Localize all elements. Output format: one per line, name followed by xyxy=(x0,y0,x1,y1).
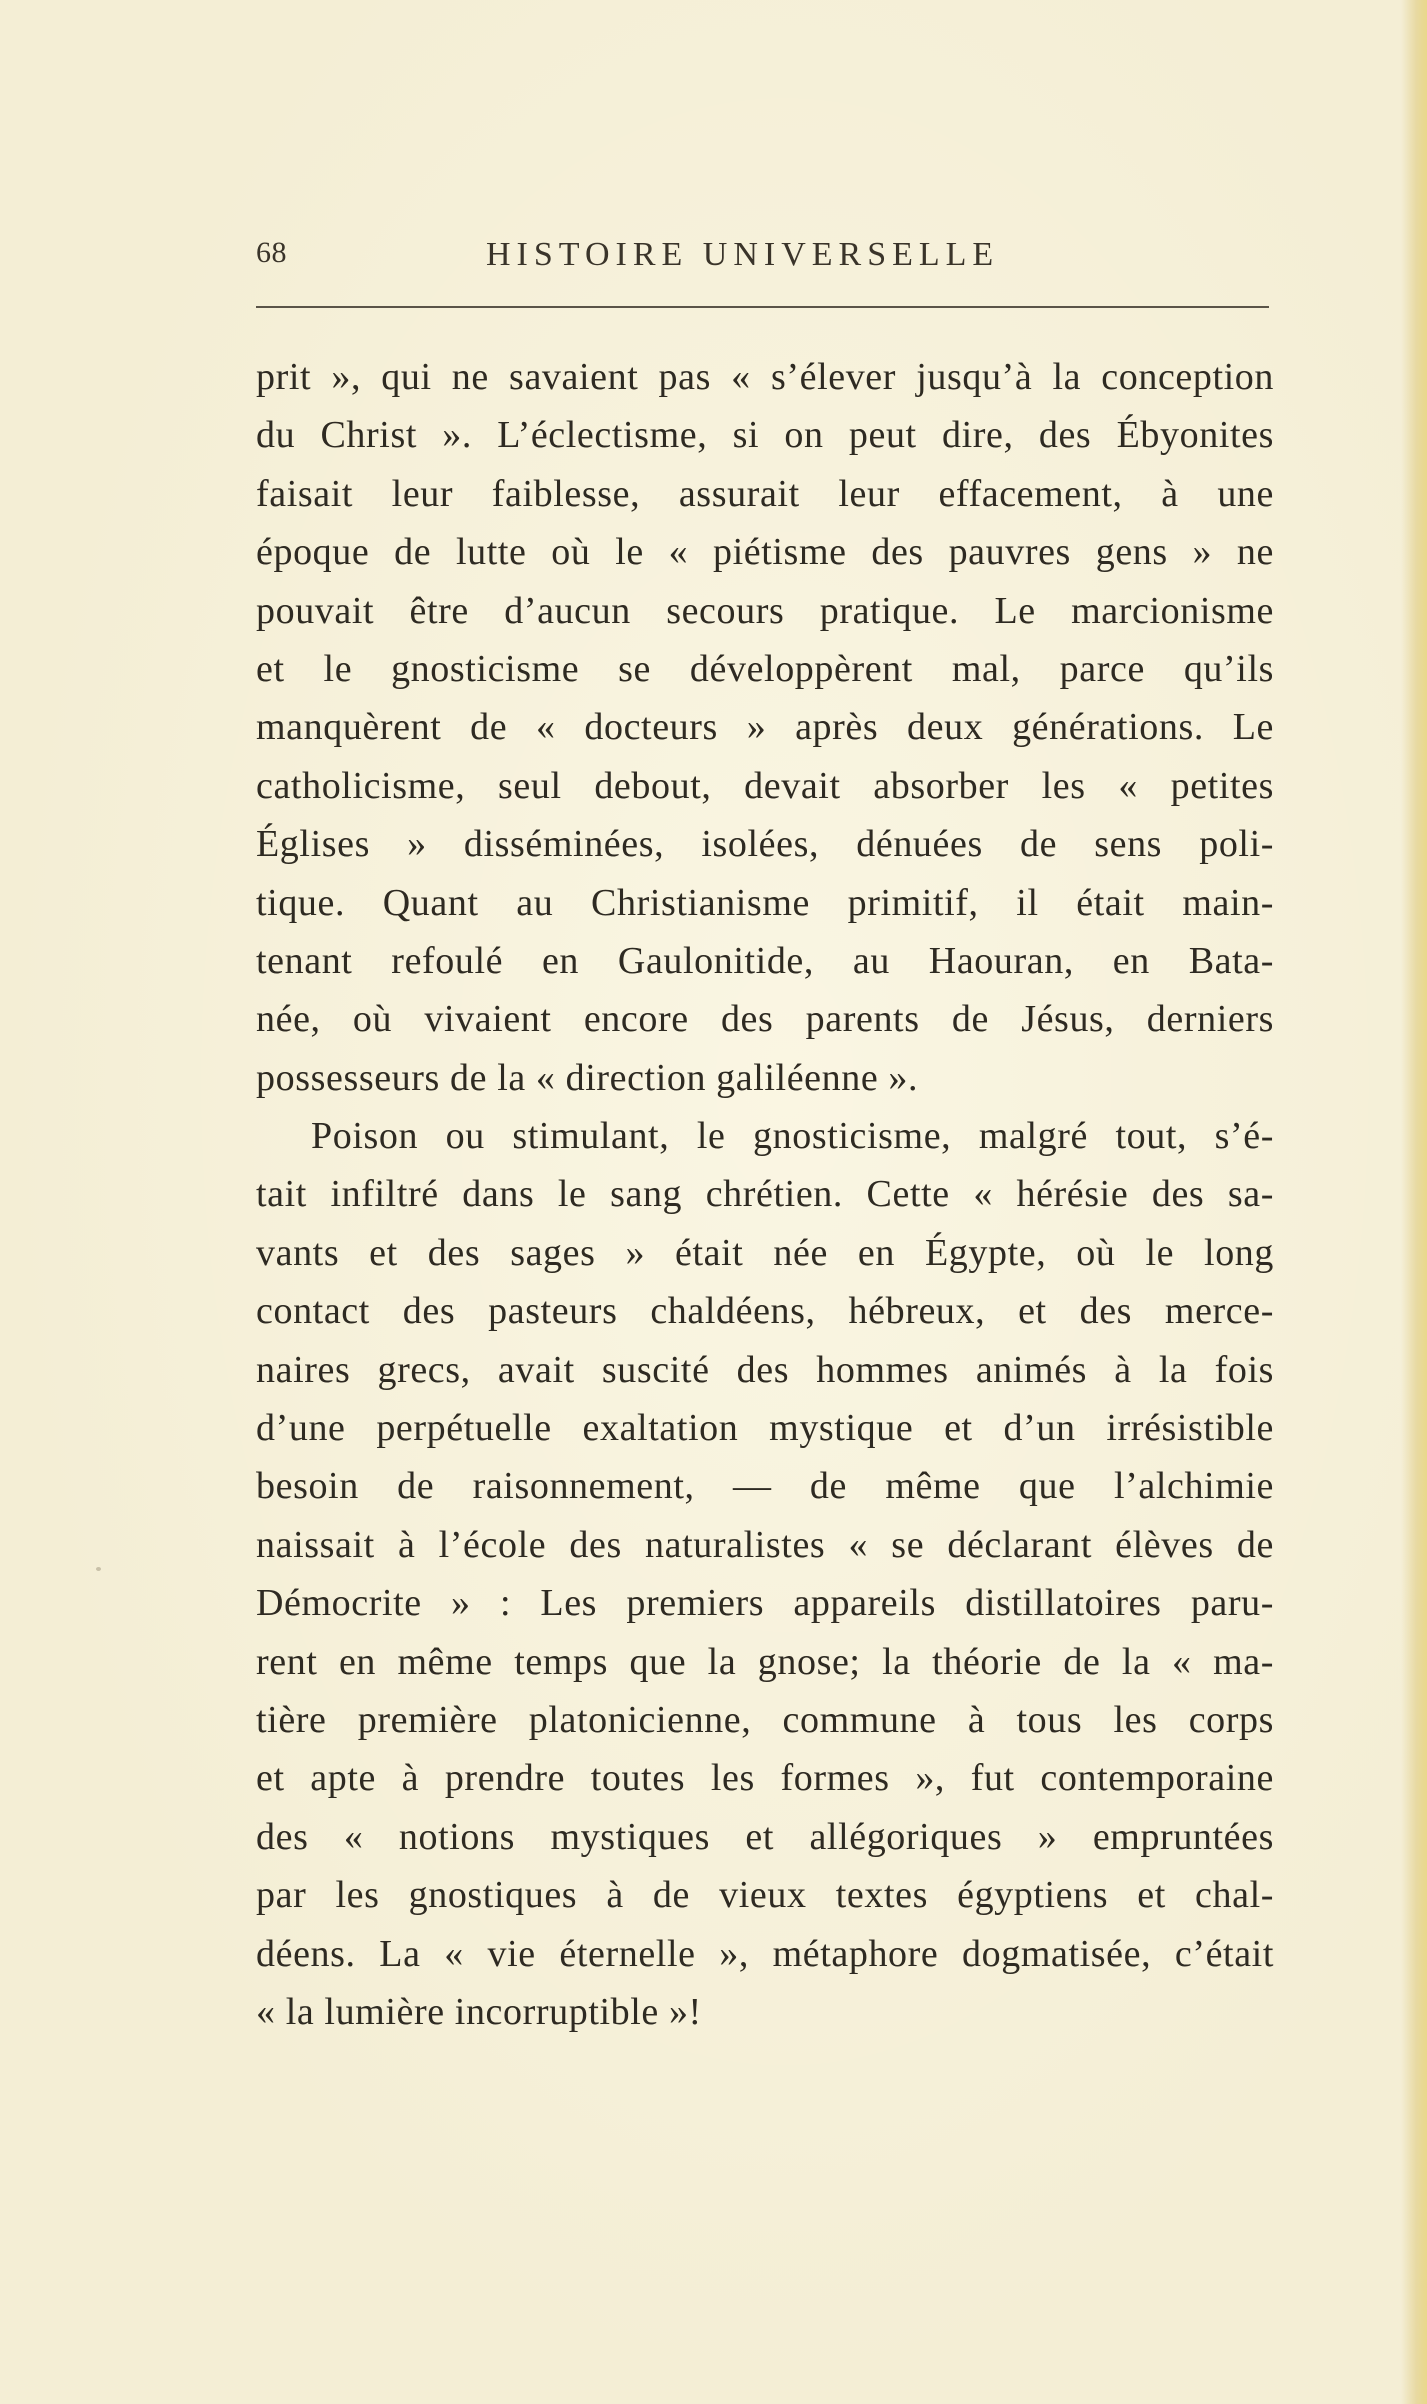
text-line: faisait leur faiblesse, assurait leur effacement, à une xyxy=(256,472,1274,515)
text-line: des « notions mystiques et allégoriques » empruntées xyxy=(256,1815,1274,1858)
text-line: tait infiltré dans le sang chrétien. Cette « hérésie des sa- xyxy=(256,1173,1274,1216)
header-rule xyxy=(256,306,1269,308)
body-text xyxy=(256,348,1274,2041)
text-line: du Christ ». L’éclectisme, si on peut dire, des Ébyonites xyxy=(256,414,1274,457)
page-number: 68 xyxy=(256,236,287,269)
text-line: déens. La « vie éternelle », métaphore dogmatisée, c’était xyxy=(256,1932,1274,1975)
text-line: rent en même temps que la gnose; la théorie de la « ma- xyxy=(256,1640,1274,1683)
text-line: époque de lutte où le « piétisme des pauvres gens » ne xyxy=(256,531,1274,574)
paper-speck xyxy=(96,1567,101,1571)
text-line: Églises » disséminées, isolées, dénuées de sens poli- xyxy=(256,823,1274,866)
text-line: besoin de raisonnement, — de même que l’alchimie xyxy=(256,1465,1274,1508)
text-line: possesseurs de la « direction galiléenne ». xyxy=(256,1056,919,1099)
text-line: née, où vivaient encore des parents de Jésus, derniers xyxy=(256,998,1274,1041)
text-line: naires grecs, avait suscité des hommes animés à la fois xyxy=(256,1348,1274,1391)
text-line: manquèrent de « docteurs » après deux générations. Le xyxy=(256,706,1274,749)
text-line: tique. Quant au Christianisme primitif, il était main- xyxy=(256,881,1274,924)
text-line: vants et des sages » était née en Égypte, où le long xyxy=(256,1231,1274,1274)
text-line: prit », qui ne savaient pas « s’élever jusqu’à la conception xyxy=(256,356,1274,398)
text-line: catholicisme, seul debout, devait absorber les « petites xyxy=(256,764,1274,807)
text-line: tière première platonicienne, commune à tous les corps xyxy=(256,1698,1274,1741)
text-line: et apte à prendre toutes les formes », fut contemporaine xyxy=(256,1757,1274,1800)
text-line: Démocrite » : Les premiers appareils distillatoires paru- xyxy=(256,1582,1274,1625)
text-line: d’une perpétuelle exaltation mystique et d’un irrésistible xyxy=(256,1407,1274,1450)
text-line: et le gnosticisme se développèrent mal, parce qu’ils xyxy=(256,647,1274,690)
text-line: Poison ou stimulant, le gnosticisme, malgré tout, s’é- xyxy=(311,1115,1274,1158)
text-line: par les gnostiques à de vieux textes égyptiens et chal- xyxy=(256,1874,1274,1917)
page-edge-shadow xyxy=(1401,0,1427,2404)
text-line: tenant refoulé en Gaulonitide, au Haouran, en Bata- xyxy=(256,939,1274,982)
text-line: contact des pasteurs chaldéens, hébreux, et des merce- xyxy=(256,1290,1274,1333)
text-line: naissait à l’école des naturalistes « se déclarant élèves de xyxy=(256,1523,1274,1566)
text-line: pouvait être d’aucun secours pratique. Le marcionisme xyxy=(256,589,1274,632)
running-title: HISTOIRE UNIVERSELLE xyxy=(486,236,1000,273)
text-line: « la lumière incorruptible »! xyxy=(256,1990,702,2033)
